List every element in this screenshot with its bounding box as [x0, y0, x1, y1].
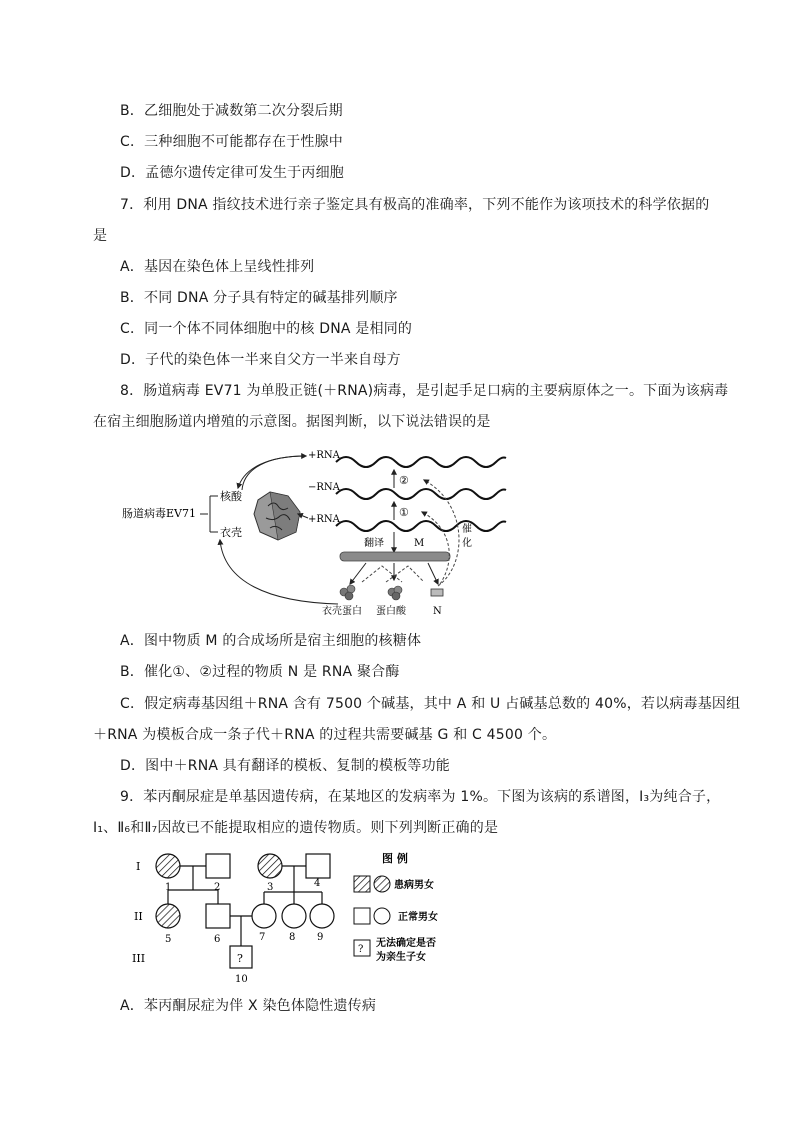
legend-unknown-label-2: 为亲生子女 [376, 952, 426, 963]
catalyze-char-1: 催 [462, 524, 472, 535]
generation-3-label: III [132, 952, 146, 965]
step-2-label: ② [399, 474, 409, 487]
q8-option-b: B．催化①、②过程的物质 N 是 RNA 聚合酶 [120, 664, 400, 680]
legend-affected-label: 患病男女 [394, 880, 434, 891]
q8-option-c-line2: ＋RNA 为模板合成一条子代＋RNA 的过程共需要碱基 G 和 C 4500 个。 [93, 727, 557, 743]
label-iii10: 10 [235, 974, 248, 985]
individual-i2-normal-male [206, 854, 230, 878]
legend-title: 图 例 [382, 852, 408, 865]
q9-stem-line1: 9．苯丙酮尿症是单基因遗传病，在某地区的发病率为 1%。下图为该病的系谱图，I₃为纯合子， [120, 789, 721, 805]
legend-unknown-label-1: 无法确定是否 [376, 938, 436, 949]
legend-unknown-mark: ? [358, 944, 364, 955]
individual-i3-affected-female [258, 854, 282, 878]
q7-stem-line2: 是 [93, 228, 108, 244]
label-ii9: 9 [317, 932, 324, 943]
generation-1-label: I [136, 860, 141, 873]
q6-option-c: C．三种细胞不可能都存在于性腺中 [120, 134, 343, 150]
q7-option-a: A．基因在染色体上呈线性排列 [120, 259, 315, 275]
catalyze-char-2: 化 [462, 538, 472, 549]
label-ii7: 7 [259, 932, 266, 943]
individual-ii7-normal-female [252, 904, 276, 928]
q8-option-a: A．图中物质 M 的合成场所是宿主细胞的核糖体 [120, 633, 422, 649]
q8-stem-line2: 在宿主细胞肠道内增殖的示意图。据图判断，以下说法错误的是 [93, 414, 491, 430]
q7-stem-line1: 7．利用 DNA 指纹技术进行亲子鉴定具有极高的准确率，下列不能作为该项技术的科学依据的 [120, 197, 710, 213]
coat-protein-icon [340, 585, 355, 600]
label-i1: 1 [165, 882, 172, 893]
q7-option-d: D．子代的染色体一半来自父方一半来自母方 [120, 352, 401, 368]
pedigree-chart [128, 846, 458, 986]
label-ii8: 8 [289, 932, 296, 943]
label-i4: 4 [314, 878, 321, 889]
label-i2: 2 [214, 882, 221, 893]
individual-ii9-normal-female [310, 904, 334, 928]
minus-rna-label: −RNA [308, 482, 340, 493]
legend-affected-female-icon [374, 876, 390, 892]
individual-ii5-affected-female [156, 904, 180, 928]
coat-protein-label: 衣壳蛋白 [322, 606, 362, 617]
plus-rna-bottom-label: +RNA [308, 514, 340, 525]
legend-normal-male-icon [354, 908, 370, 924]
q7-option-b: B．不同 DNA 分子具有特定的碱基排列顺序 [120, 290, 398, 306]
q8-option-c-line1: C．假定病毒基因组＋RNA 含有 7500 个碱基，其中 A 和 U 占碱基总数的 40%，若以病毒基因组 [120, 696, 741, 712]
protease-label: 蛋白酸 [376, 606, 406, 617]
individual-ii8-normal-female [282, 904, 306, 928]
q9-option-a: A．苯丙酮尿症为伴 X 染色体隐性遗传病 [120, 998, 377, 1014]
q8-stem-line1: 8．肠道病毒 EV71 为单股正链(＋RNA)病毒，是引起手足口病的主要病原体之一。下面为该病毒 [120, 383, 729, 399]
legend-normal-female-icon [374, 908, 390, 924]
legend-normal-label: 正常男女 [398, 912, 438, 923]
protease-icon [388, 586, 402, 600]
q6-option-d: D．孟德尔遗传定律可发生于丙细胞 [120, 165, 344, 181]
virus-label: 肠道病毒EV71 [122, 507, 196, 520]
q9-stem-line2: I₁、Ⅱ₆和Ⅱ₇因故已不能提取相应的遗传物质。则下列判断正确的是 [93, 820, 499, 836]
individual-ii6-normal-male [206, 904, 230, 928]
m-label: M [414, 538, 425, 549]
unknown-mark: ? [237, 952, 243, 965]
individual-i4-normal-male [306, 854, 330, 878]
plus-rna-top-label: +RNA [308, 450, 340, 461]
q7-option-c: C．同一个体不同体细胞中的核 DNA 是相同的 [120, 321, 413, 337]
legend-affected-male-icon [354, 876, 370, 892]
label-ii6: 6 [214, 934, 221, 945]
n-label: N [433, 606, 442, 617]
q6-option-b: B．乙细胞处于减数第二次分裂后期 [120, 103, 343, 119]
label-i3: 3 [267, 882, 274, 893]
generation-2-label: II [134, 910, 143, 923]
virus-particle-icon [254, 492, 300, 540]
translate-label: 翻译 [364, 538, 384, 549]
individual-i1-affected-female [156, 854, 180, 878]
label-ii5: 5 [165, 934, 172, 945]
polyprotein-m-bar [340, 552, 450, 561]
nucleic-acid-label: 核酸 [220, 490, 242, 503]
ev71-replication-diagram [118, 444, 472, 620]
step-1-label: ① [399, 506, 409, 519]
coat-label: 衣壳 [220, 526, 242, 539]
q8-option-d: D．图中＋RNA 具有翻译的模板、复制的模板等功能 [120, 758, 451, 774]
enzyme-n-icon [431, 589, 443, 596]
